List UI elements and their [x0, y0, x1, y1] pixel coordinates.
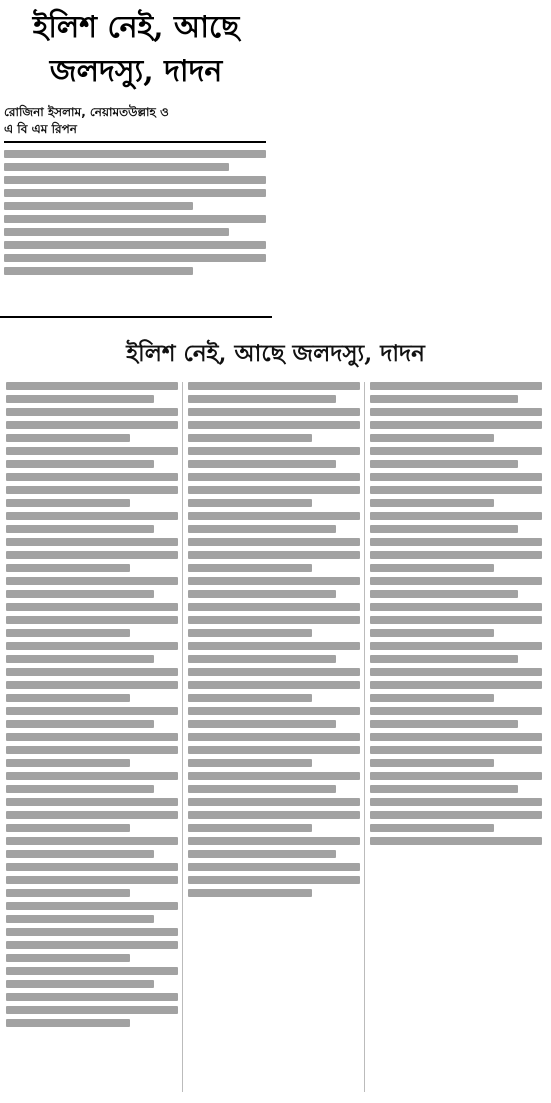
column-2-text: [188, 382, 360, 902]
column-1: [6, 382, 178, 1032]
front-headline: [12, 6, 260, 94]
column-3-text: [370, 382, 542, 850]
column-3: [370, 382, 542, 850]
byline: [4, 104, 266, 138]
column-1-text: [6, 382, 178, 1032]
column-divider: [182, 382, 183, 1092]
byline-line2: এ বি এম রিপন: [4, 122, 77, 136]
column-divider: [364, 382, 365, 1092]
column-2: [188, 382, 360, 902]
continued-clipping: [0, 318, 551, 1103]
front-body-text: [4, 150, 266, 280]
front-headline-line1: ইলিশ নেই, আছে: [32, 10, 240, 45]
byline-rule: [4, 141, 266, 143]
front-page-clipping: [0, 0, 272, 318]
byline-line1: রোজিনা ইসলাম, নেয়ামতউল্লাহ ও: [4, 105, 169, 119]
front-headline-line2: জলদস্যু, দাদন: [49, 54, 223, 89]
continued-headline: ইলিশ নেই, আছে জলদস্যু, দাদন: [126, 340, 425, 367]
